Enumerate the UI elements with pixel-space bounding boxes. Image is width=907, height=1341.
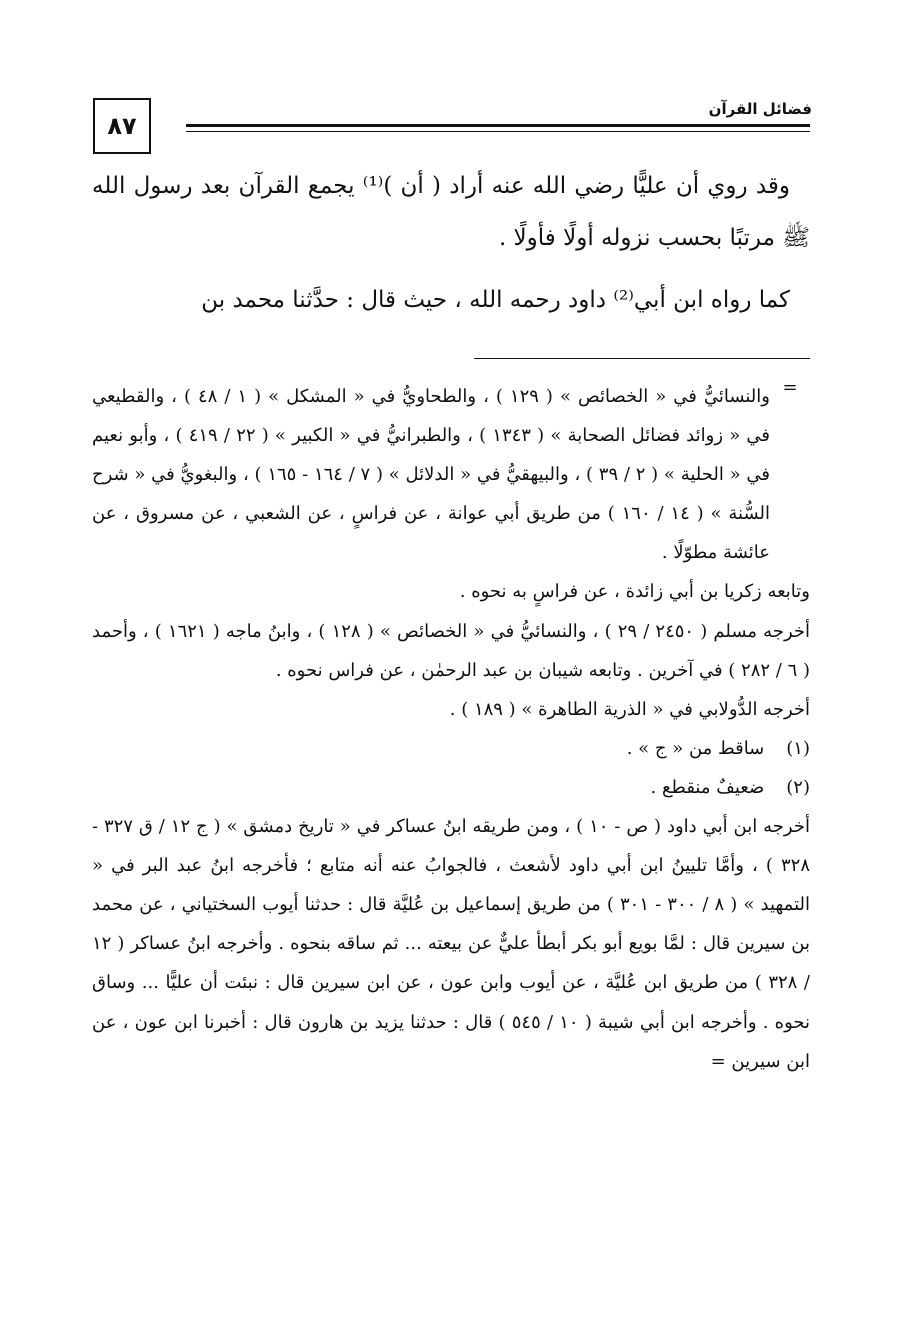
page-number-text: ٨٧ bbox=[107, 112, 137, 140]
header-rule-thin bbox=[186, 131, 810, 132]
running-title: فضائل القرآن bbox=[708, 100, 812, 118]
footnote-text: والنسائيُّ في « الخصائص » ( ١٢٩ ) ، والطحاويُّ في « المشكل » ( ١ / ٤٨ ) ، والقطيعي في « زوائد فضائل الصحابة » ( ١٣٤٣ ) ، والطبرانيُّ في « الكبير » ( ٢٢ / ٤١٩ ) ، وأبو نعيم في « الحلية » ( ٢ / ٣٩ ) ، والبيهقيُّ في « الدلائل » ( ٧ / ١٦٤ - ١٦٥ ) ، والبغويُّ في « شرح السُّنة » ( ١٤ / ١٦٠ ) من طريق أبي عوانة ، عن فراسٍ ، عن الشعبي ، عن مسروق ، عن عائشة مطوّلًا . bbox=[92, 386, 771, 564]
footnote-1 bbox=[92, 729, 810, 768]
footnote-text: وتابعه زكريا بن أبي زائدة ، عن فراسٍ به نحوه . bbox=[459, 581, 810, 603]
main-text-line: وقد روي أن عليًّا رضي الله عنه أراد ( أن )⁽¹⁾ يجمع القرآن بعد رسول الله ﷺ مرتبًا بحسب نزوله أولًا فأولًا . bbox=[92, 173, 810, 251]
footnote-continuation bbox=[92, 377, 810, 572]
page-number bbox=[93, 98, 151, 154]
footnote-text: أخرجه ابن أبي داود ( ص - ١٠ ) ، ومن طريقه ابنُ عساكر في « تاريخ دمشق » ( ج ١٢ / ق ٣٢٧ - ٣٢٨ ) ، وأمَّا تليينُ ابن أبي داود لأشعث ، فالجوابُ عنه أنه متابع ؛ فأخرجه ابنُ عبد البر في « التمهيد » ( ٨ / ٣٠٠ - ٣٠١ ) من طريق إسماعيل بن عُليَّة قال : حدثنا أيوب السختياني ، عن محمد بن سيرين قال : لمَّا بويع أبو بكر أبطأ عليٌّ عن بيعته ... ثم ساقه بنحوه . وأخرجه ابنُ عساكر ( ١٢ / ٣٢٨ ) من طريق ابن عُليَّة ، عن أيوب وابن عون ، عن ابن سيرين قال : نبئت أن عليًّا ... وساق نحوه . وأخرجه ابن أبي شيبة ( ١٠ / ٥٤٥ ) قال : حدثنا يزيد بن هارون قال : أخبرنا ابن عون ، عن ابن سيرين = bbox=[92, 816, 811, 1072]
continuation-mark: = bbox=[782, 377, 798, 398]
main-text-line: كما رواه ابن أبي⁽²⁾ داود رحمه الله ، حيث قال : حدَّثنا محمد بن bbox=[201, 287, 790, 313]
footnote-text: أخرجه الدُّولابي في « الذرية الطاهرة » ( ١٨٩ ) . bbox=[449, 698, 810, 720]
footnote-number: (٢) bbox=[786, 776, 810, 798]
footnote-2 bbox=[92, 768, 810, 807]
footnote-separator bbox=[474, 358, 810, 359]
footnote-text: ضعيفٌ منقطع . bbox=[650, 776, 765, 798]
footnote-number: (١) bbox=[786, 737, 810, 759]
header-rule-thick bbox=[186, 124, 810, 127]
footnotes bbox=[92, 377, 810, 1081]
footnote-text: أخرجه مسلم ( ٢٤٥٠ / ٢٩ ) ، والنسائيُّ في « الخصائص » ( ١٢٨ ) ، وابنُ ماجه ( ١٦٢١ ) ، وأحمد ( ٦ / ٢٨٢ ) في آخرين . وتابعه شيبان بن عبد الرحمٰن ، عن فراس نحوه . bbox=[92, 620, 810, 681]
footnote-text: ساقط من « ج » . bbox=[626, 737, 765, 759]
main-text-paragraph-1 bbox=[92, 160, 810, 264]
main-text-paragraph-2 bbox=[92, 274, 810, 326]
